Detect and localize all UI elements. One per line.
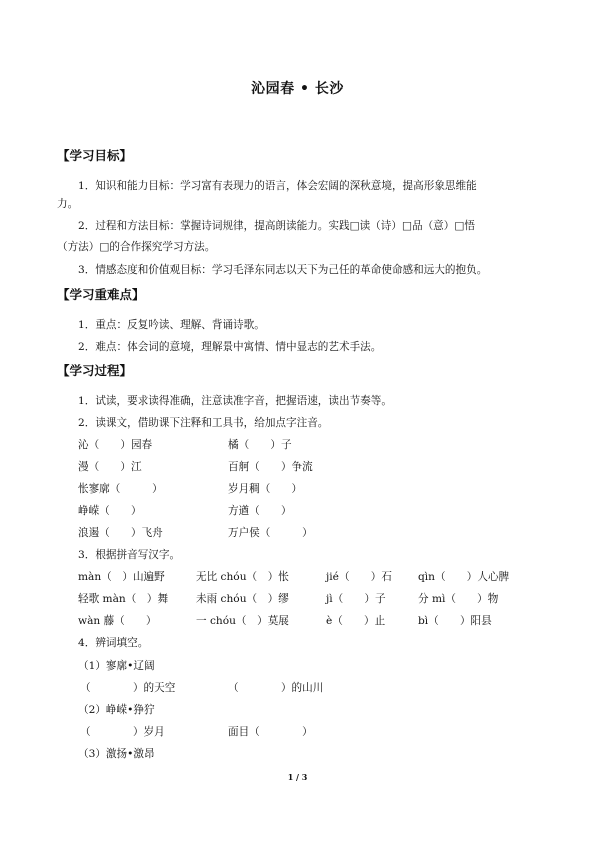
keypoint-1: 1．重点：反复吟读、理解、背诵诗歌。 xyxy=(78,319,265,331)
phonetic-item: 沁（ ）园春 xyxy=(78,439,153,451)
pinyin-item: wàn 藤（ ） xyxy=(78,615,157,627)
section-heading-keypoints: 【学习重难点】 xyxy=(57,287,145,302)
pinyin-item: 未雨 chóu（ ）缪 xyxy=(196,593,289,605)
page-number: 1 / 3 xyxy=(287,772,308,782)
fill-blank-item: （ ）的山川 xyxy=(228,682,324,694)
phonetic-item: 浪遏（ ）飞舟 xyxy=(78,527,163,539)
pinyin-item: qìn（ ）人心脾 xyxy=(418,571,510,583)
phonetic-item: 橘（ ）子 xyxy=(228,439,292,451)
goal-2-line-2: （方法）□的合作探究学习方法。 xyxy=(57,241,216,253)
word-set-heading: （3）激扬•激昂 xyxy=(78,748,155,760)
goal-2-line-1: 2．过程和方法目标：掌握诗词规律，提高朗读能力。实践□读（诗）□品（意）□悟 xyxy=(78,220,475,232)
pinyin-item: 无比 chóu（ ）怅 xyxy=(196,571,289,583)
pinyin-item: jié（ ）石 xyxy=(326,571,392,583)
pinyin-item: è（ ）止 xyxy=(326,615,386,627)
pinyin-item: bì（ ）阳县 xyxy=(418,615,492,627)
process-step-2: 2．读课文，借助课下注释和工具书，给加点字注音。 xyxy=(78,417,329,429)
keypoint-2: 2．难点：体会词的意境，理解景中寓情、情中显志的艺术手法。 xyxy=(78,341,382,353)
phonetic-item: 方遒（ ） xyxy=(228,505,292,517)
pinyin-item: jì（ ）子 xyxy=(326,593,386,605)
phonetic-item: 百舸（ ）争流 xyxy=(228,461,313,473)
pinyin-item: 轻歌 màn（ ）舞 xyxy=(78,593,169,605)
phonetic-item: 岁月稠（ ） xyxy=(228,483,303,495)
goal-1-line-1: 1．知识和能力目标：学习富有表现力的语言，体会宏阔的深秋意境，提高形象思维能 xyxy=(78,180,477,192)
goal-1-line-2: 力。 xyxy=(57,198,79,210)
phonetic-item: 万户侯（ ） xyxy=(228,527,313,539)
page-title: 沁园春 • 长沙 xyxy=(251,81,344,97)
pinyin-item: màn（ ）山遍野 xyxy=(78,571,165,583)
fill-blank-item: 面目（ ） xyxy=(228,726,313,738)
word-set-heading: （2）峥嵘•狰狞 xyxy=(78,704,155,716)
section-heading-process: 【学习过程】 xyxy=(57,363,133,378)
pinyin-item: 一 chóu（ ）莫展 xyxy=(196,615,289,627)
fill-blank-item: （ ）岁月 xyxy=(80,726,165,738)
phonetic-item: 漫（ ）江 xyxy=(78,461,142,473)
section-heading-goals: 【学习目标】 xyxy=(57,148,133,163)
process-step-1: 1．试读，要求读得准确，注意读准字音，把握语速，读出节奏等。 xyxy=(78,395,392,407)
pinyin-item: 分 mì（ ）物 xyxy=(418,593,499,605)
goal-3: 3．情感态度和价值观目标：学习毛泽东同志以天下为己任的革命使命感和远大的抱负。 xyxy=(78,264,488,276)
fill-blank-item: （ ）的天空 xyxy=(80,682,176,694)
process-step-3: 3．根据拼音写汉字。 xyxy=(78,549,181,561)
phonetic-item: 峥嵘（ ） xyxy=(78,505,142,517)
process-step-4: 4．辨词填空。 xyxy=(78,637,149,649)
word-set-heading: （1）寥廓•辽阔 xyxy=(78,660,155,672)
phonetic-item: 怅寥廓（ ） xyxy=(78,483,163,495)
